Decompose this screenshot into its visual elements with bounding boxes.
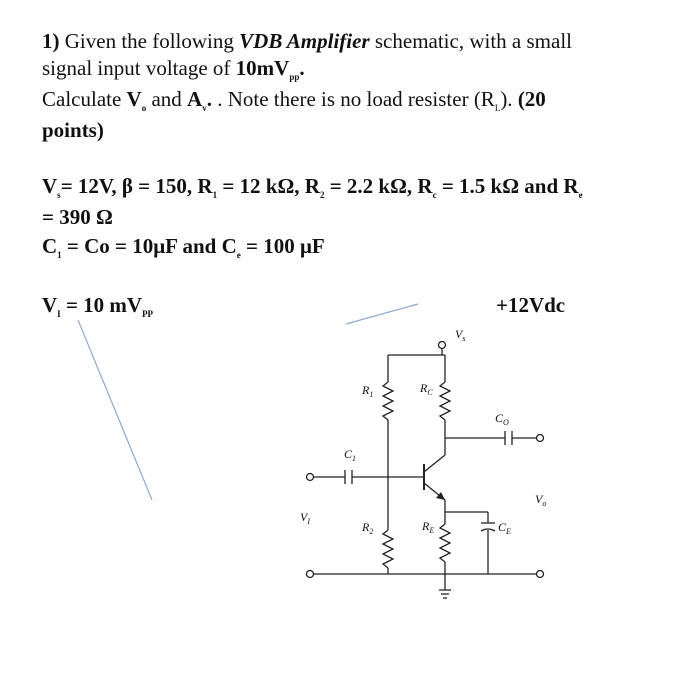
r1-resistor <box>383 382 393 420</box>
label-vo: $V_o$ <box>535 492 547 508</box>
problem-number: 1) <box>42 29 60 53</box>
rc-resistor <box>440 382 450 420</box>
problem-line-2: signal input voltage of $10mV_{pp}$. <box>42 56 305 82</box>
amplifier-name: VDB Amplifier <box>239 29 370 53</box>
label-ce: $C_E$ <box>498 520 511 536</box>
label-r2: $R_2$ <box>362 520 374 536</box>
label-re: $R_E$ <box>422 519 435 535</box>
problem-line-3: Calculate $V_o$ and $A_v$. . Note there is no load resister $(R_L)$. (20 <box>42 87 546 113</box>
label-c1: $C_1$ <box>344 447 357 463</box>
input-voltage: $V_I = 10$ $mV_{PP}$ <box>42 293 154 319</box>
supply-voltage: +12Vdc <box>496 293 566 317</box>
ground-terminal-left <box>307 571 314 578</box>
problem-line-1: 1) Given the following VDB Amplifier schematic, with a small <box>42 29 572 53</box>
given-line-2: = 390 Ω <box>42 205 113 229</box>
label-vs: $V_s$ <box>455 327 466 343</box>
vi-terminal <box>307 474 314 481</box>
ground-icon <box>439 590 451 598</box>
label-rc: $R_C$ <box>420 381 433 397</box>
label-r1: $R_1$ <box>362 383 374 399</box>
vo-terminal <box>537 435 544 442</box>
vs-terminal <box>439 342 446 349</box>
given-line-1: $V_s= 12V$, β = 150, $R_1 = 12$ kΩ, $R_2 = 2.2$ kΩ, $R_c = 1.5$ kΩ and $R_e$ <box>42 174 583 200</box>
label-co: $C_O$ <box>495 411 509 427</box>
problem-line-4: points) <box>42 118 104 142</box>
re-resistor <box>440 524 450 562</box>
ground-terminal-right <box>537 571 544 578</box>
label-vi: $V_I$ <box>300 510 311 526</box>
r2-resistor <box>383 530 393 568</box>
given-line-3: $C_1 = Co = 10\mu F$ and $C_e = 100$ μF <box>42 234 325 260</box>
